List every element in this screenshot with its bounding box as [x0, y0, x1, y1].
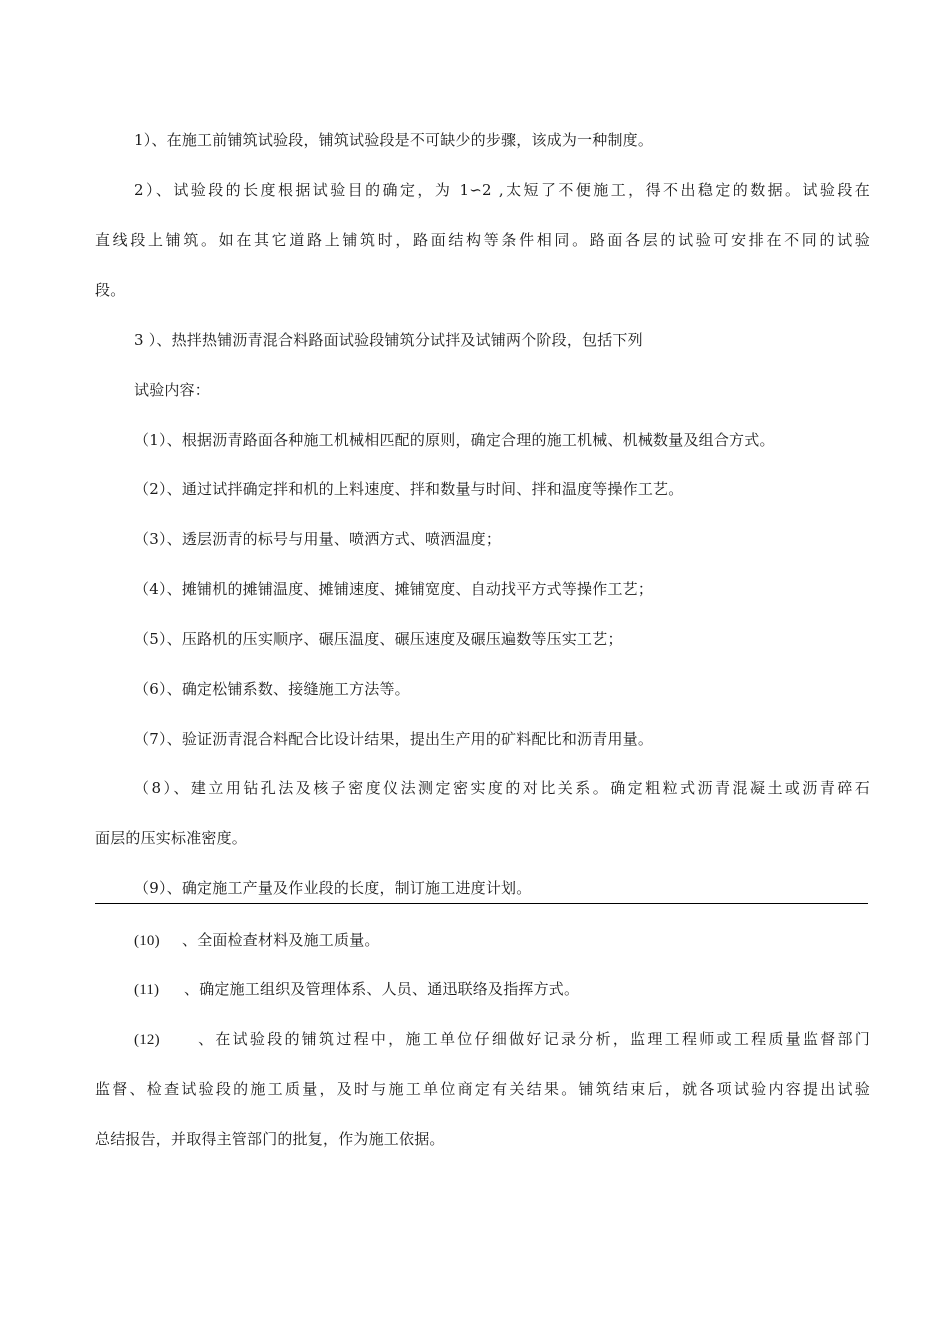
- horizontal-rule: [95, 903, 868, 904]
- paragraph-2-line-1: 2）、试验段的长度根据试验目的确定，为 1∽2 ,太短了不便施工，得不出稳定的数据。试验段在: [134, 181, 870, 199]
- paragraph-3-line-2: 试验内容：: [134, 381, 211, 399]
- list-item-12-line-2: 监督、检查试验段的施工质量，及时与施工单位商定有关结果。铺筑结束后，就各项试验内容提出试验: [95, 1080, 870, 1098]
- list-item-3: （3）、透层沥青的标号与用量、喷洒方式、喷洒温度；: [134, 530, 502, 548]
- list-item-1: （1）、根据沥青路面各种施工机械相匹配的原则，确定合理的施工机械、机械数量及组合方式。: [134, 431, 775, 449]
- paragraph-1: 1）、在施工前铺筑试验段，铺筑试验段是不可缺少的步骤，该成为一种制度。: [134, 131, 654, 149]
- list-item-2: （2）、通过试拌确定拌和机的上料速度、拌和数量与时间、拌和温度等操作工艺。: [134, 480, 684, 498]
- list-item-8-line-1: （8）、建立用钻孔法及核子密度仪法测定密实度的对比关系。确定粗粒式沥青混凝土或沥青碎石: [134, 779, 870, 797]
- list-item-5: （5）、压路机的压实顺序、碾压温度、碾压速度及碾压遍数等压实工艺；: [134, 630, 623, 648]
- list-item-6: （6）、确定松铺系数、接缝施工方法等。: [134, 680, 410, 698]
- list-item-12-number: (12): [134, 1032, 160, 1048]
- list-item-7: （7）、验证沥青混合料配合比设计结果，提出生产用的矿料配比和沥青用量。: [134, 730, 654, 748]
- list-item-10-number: (10): [134, 933, 160, 949]
- list-item-11-number: (11): [134, 982, 160, 998]
- paragraph-2-line-2: 直线段上铺筑。如在其它道路上铺筑时，路面结构等条件相同。路面各层的试验可安排在不同的试验: [95, 231, 870, 249]
- list-item-10-text: 、全面检查材料及施工质量。: [182, 931, 380, 949]
- paragraph-2-line-3: 段。: [95, 281, 126, 299]
- list-item-12-line-3: 总结报告，并取得主管部门的批复，作为施工依据。: [95, 1130, 445, 1148]
- list-item-9: （9）、确定施工产量及作业段的长度，制订施工进度计划。: [134, 879, 532, 897]
- list-item-12-text: 、在试验段的铺筑过程中，施工单位仔细做好记录分析，监理工程师或工程质量监督部门: [196, 1030, 870, 1048]
- paragraph-3-line-1: 3 ）、热拌热铺沥青混合料路面试验段铺筑分试拌及试铺两个阶段，包括下列: [134, 331, 643, 349]
- list-item-12-line-1: [134, 1029, 870, 1050]
- list-item-8-line-2: 面层的压实标准密度。: [95, 829, 248, 847]
- list-item-11-text: 、确定施工组织及管理体系、人员、通迅联络及指挥方式。: [184, 980, 580, 998]
- list-item-4: （4）、摊铺机的摊铺温度、摊铺速度、摊铺宽度、自动找平方式等操作工艺；: [134, 580, 654, 598]
- list-item-11: [134, 979, 870, 1000]
- list-item-10: [134, 930, 870, 951]
